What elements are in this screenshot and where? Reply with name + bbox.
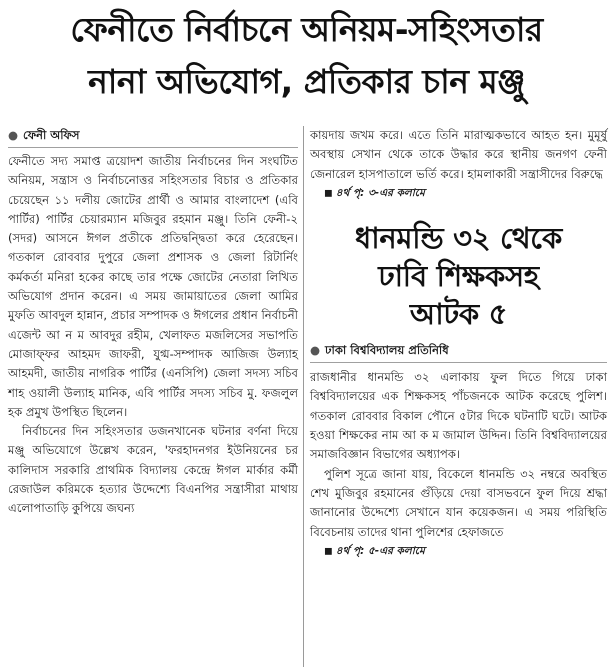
story-2-headline-line-3: আটক ৫ — [409, 297, 508, 332]
story-2-headline — [310, 219, 607, 333]
story-1-column — [8, 126, 298, 519]
triangle-icon: ◼ — [324, 544, 333, 557]
story-1-paragraph-3: কায়দায় জখম করে। এতে তিনি মারাত্মকভাবে আহত হন। মুমূর্ষু অবস্থায় সেখান থেকে তাকে উদ্ধার করে স্থানীয় জনগণ ফেনী জেনারেল হাসপাতালে ভর্তি করে। হামলাকারী সন্ত্রাসীদের বিরুদ্ধে — [310, 128, 607, 181]
story-2-byline — [310, 341, 607, 363]
bullet-icon: ● — [8, 128, 19, 142]
headline-line-1: ফেনীতে নির্বাচনে অনিয়ম-সহিংসতার — [70, 10, 543, 49]
story-1-paragraph-2: নির্বাচনের দিন সহিংসতার ডজনখানেক ঘটনার বর্ণনা দিয়ে মঞ্জু অভিযোগে উল্লেখ করেন, 'ফরহাদনগর ইউনিয়নের চর কালিদাস সরকারি প্রাথমিক বিদ্যালয় কেন্দ্রে ঈগল মার্কার কর্মী রেজাউল করিমকে হত্যার উদ্দেশ্যে বিএনপির সন্ত্রাসীরা মাথায় এলোপাতাড়ি কুপিয়ে জঘন্য — [8, 424, 298, 516]
column-divider — [303, 126, 304, 667]
story-1-byline — [8, 126, 298, 148]
story-2-paragraph-1: রাজধানীর ধানমন্ডি ৩২ এলাকায় ফুল দিতে গিয়ে ঢাকা বিশ্ববিদ্যালয়ের এক শিক্ষকসহ পাঁচজনকে আটক করেছে পুলিশ। গতকাল রোববার বিকাল পৌনে ৫টার দিকে ঘটনাটি ঘটে। আটক হওয়া শিক্ষকের নাম আ ক ম জামাল উদ্দিন। তিনি বিশ্ববিদ্যালয়ের সমাজবিজ্ঞান বিভাগের অধ্যাপক। — [310, 370, 607, 462]
story-2-headline-line-2: ঢাবি শিক্ষকসহ — [378, 259, 539, 294]
triangle-icon: ◼ — [324, 186, 333, 199]
bullet-icon: ● — [310, 343, 321, 358]
headline — [0, 4, 613, 108]
headline-line-2: নানা অভিযোগ, প্রতিকার চান মঞ্জু — [88, 62, 525, 101]
story-2-byline-text: ঢাকা বিশ্ববিদ্যালয় প্রতিনিধি — [325, 343, 449, 358]
story-1-paragraph-1: ফেনীতে সদ্য সমাপ্ত ত্রয়োদশ জাতীয় নির্বাচনের দিন সংঘটিত অনিয়ম, সন্ত্রাস ও নির্বাচনোত্তর সহিংসতার বিচার ও প্রতিকার চেয়েছেন ১১ দলীয় জোটের প্রার্থী ও আমার বাংলাদেশ (এবি পার্টির) পার্টির চেয়ারম্যান মজিবুর রহমান মঞ্জু। তিনি ফেনী-২ (সদর) আসনে ঈগল প্রতীকে প্রতিদ্বন্দ্বিতা করে হেরেছেন। গতকাল রোববার দুপুরে জেলা প্রশাসক ও জেলা রিটার্নিং কর্মকর্তা মনিরা হকের কাছে তার পক্ষে জোটের নেতারা লিখিত অভিযোগ প্রদান করেন। এ সময় জামায়াতের জেলা আমির মুফতি আবদুল হান্নান, প্রচার সম্পাদক ও ঈগলের প্রধান নির্বাচনী এজেন্ট আ ন ম আবদুর রহীম, খেলাফত মজলিসের সভাপতি মোজাফ্ফর আহমদ জাফরী, যুগ্ম-সম্পাদক আজিজ উল্যাহ আহমদী, জাতীয় নাগরিক পার্টির (এনসিপি) জেলা সদস্য সচিব শাহ ওয়ালী উল্যাহ মানিক, এবি পার্টির সদস্য সচিব মু. ফজলুল হক প্রমুখ উপস্থিত ছিলেন। — [8, 154, 298, 419]
story-1-continuation — [324, 184, 607, 203]
story-1-byline-text: ফেনী অফিস — [23, 128, 80, 142]
story-2-continuation — [324, 542, 607, 561]
right-column — [310, 126, 607, 561]
story-2-paragraph-2: পুলিশ সূত্রে জানা যায়, বিকেলে ধানমন্ডি ৩২ নম্বরে অবস্থিত শেখ মুজিবুর রহমানের গুঁড়িয়ে দেয়া বাসভবনে ফুল দিয়ে শ্রদ্ধা জানানোর উদ্দেশ্যে সেখানে যান কয়েকজন। এ সময় পরিস্থিতি বিবেচনায় তাদের থানা পুলিশের হেফাজতে — [310, 466, 607, 539]
story-2-headline-line-1: ধানমন্ডি ৩২ থেকে — [355, 221, 562, 256]
story-2-continuation-text: ৪র্থ পৃ: ৫-এর কলামে — [335, 544, 425, 557]
story-1-continuation-text: ৪র্থ পৃ: ৩-এর কলামে — [335, 186, 425, 199]
